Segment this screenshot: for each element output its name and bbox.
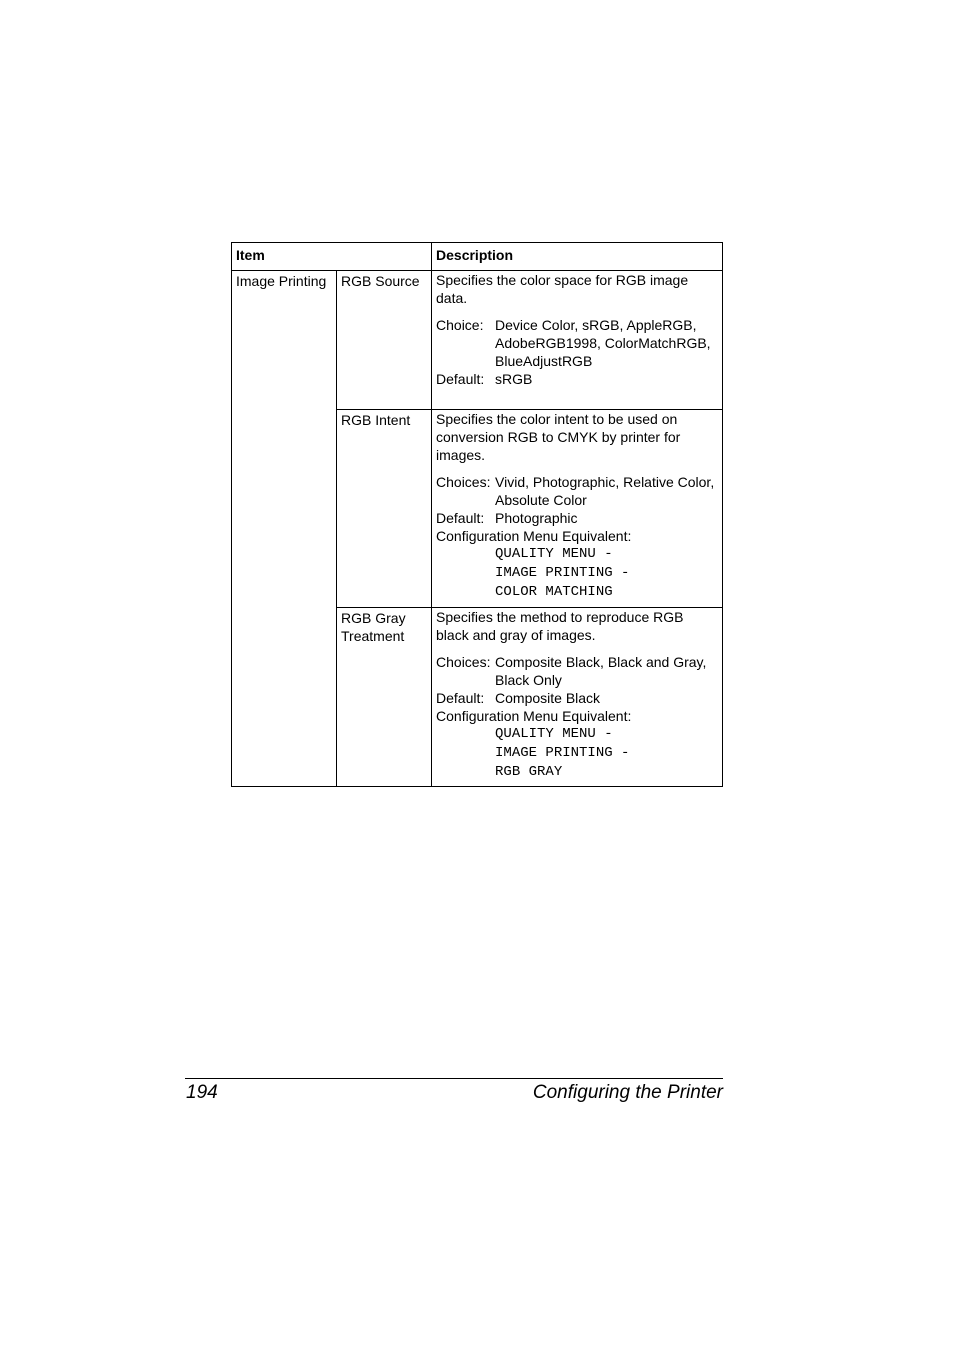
default-value: sRGB — [495, 371, 533, 387]
group-cell: Image Printing — [232, 271, 337, 787]
menu-path-line: COLOR MATCHING — [495, 584, 613, 600]
choices-line — [436, 653, 718, 689]
header-item: Item — [232, 243, 432, 271]
menu-path-line: IMAGE PRINTING - — [495, 565, 630, 581]
choices-line — [436, 316, 718, 370]
settings-table — [231, 242, 723, 787]
sub-item-cell: RGB Source — [337, 271, 432, 410]
footer-title: Configuring the Printer — [532, 1082, 723, 1103]
choices-value: Device Color, sRGB, AppleRGB, AdobeRGB1998, ColorMatchRGB, BlueAdjustRGB — [495, 317, 711, 369]
menu-path-line: QUALITY MENU - — [495, 726, 613, 742]
config-label: Configuration Menu Equivalent: — [436, 528, 632, 544]
config-label: Configuration Menu Equivalent: — [436, 708, 632, 724]
menu-path-line: RGB GRAY — [495, 764, 563, 780]
choices-label: Choices: — [436, 474, 491, 490]
choices-label: Choice: — [436, 317, 484, 333]
description-text: Specifies the color space for RGB image data. — [436, 272, 689, 306]
page-number: 194 — [186, 1082, 218, 1103]
default-value: Composite Black — [495, 690, 601, 706]
choices-value: Vivid, Photographic, Relative Color, Absolute Color — [495, 474, 715, 508]
footer-rule — [185, 1078, 723, 1079]
sub-item-cell: RGB Gray Treatment — [337, 608, 432, 787]
default-line — [436, 370, 718, 388]
default-line — [436, 689, 718, 707]
choices-line — [436, 473, 718, 509]
menu-path-line: IMAGE PRINTING - — [495, 745, 630, 761]
default-label: Default: — [436, 371, 485, 387]
default-value: Photographic — [495, 510, 578, 526]
default-label: Default: — [436, 690, 485, 706]
description-cell — [432, 608, 723, 787]
table-header-row — [232, 243, 723, 271]
default-line — [436, 509, 718, 527]
default-label: Default: — [436, 510, 485, 526]
description-cell — [432, 271, 723, 410]
choices-value: Composite Black, Black and Gray, Black Only — [495, 654, 707, 688]
menu-path-line: QUALITY MENU - — [495, 546, 613, 562]
description-cell — [432, 410, 723, 608]
description-text: Specifies the color intent to be used on conversion RGB to CMYK by printer for images. — [436, 411, 681, 463]
choices-label: Choices: — [436, 654, 491, 670]
header-description: Description — [432, 243, 723, 271]
table-row — [232, 271, 723, 410]
sub-item-cell: RGB Intent — [337, 410, 432, 608]
description-text: Specifies the method to reproduce RGB black and gray of images. — [436, 609, 684, 643]
